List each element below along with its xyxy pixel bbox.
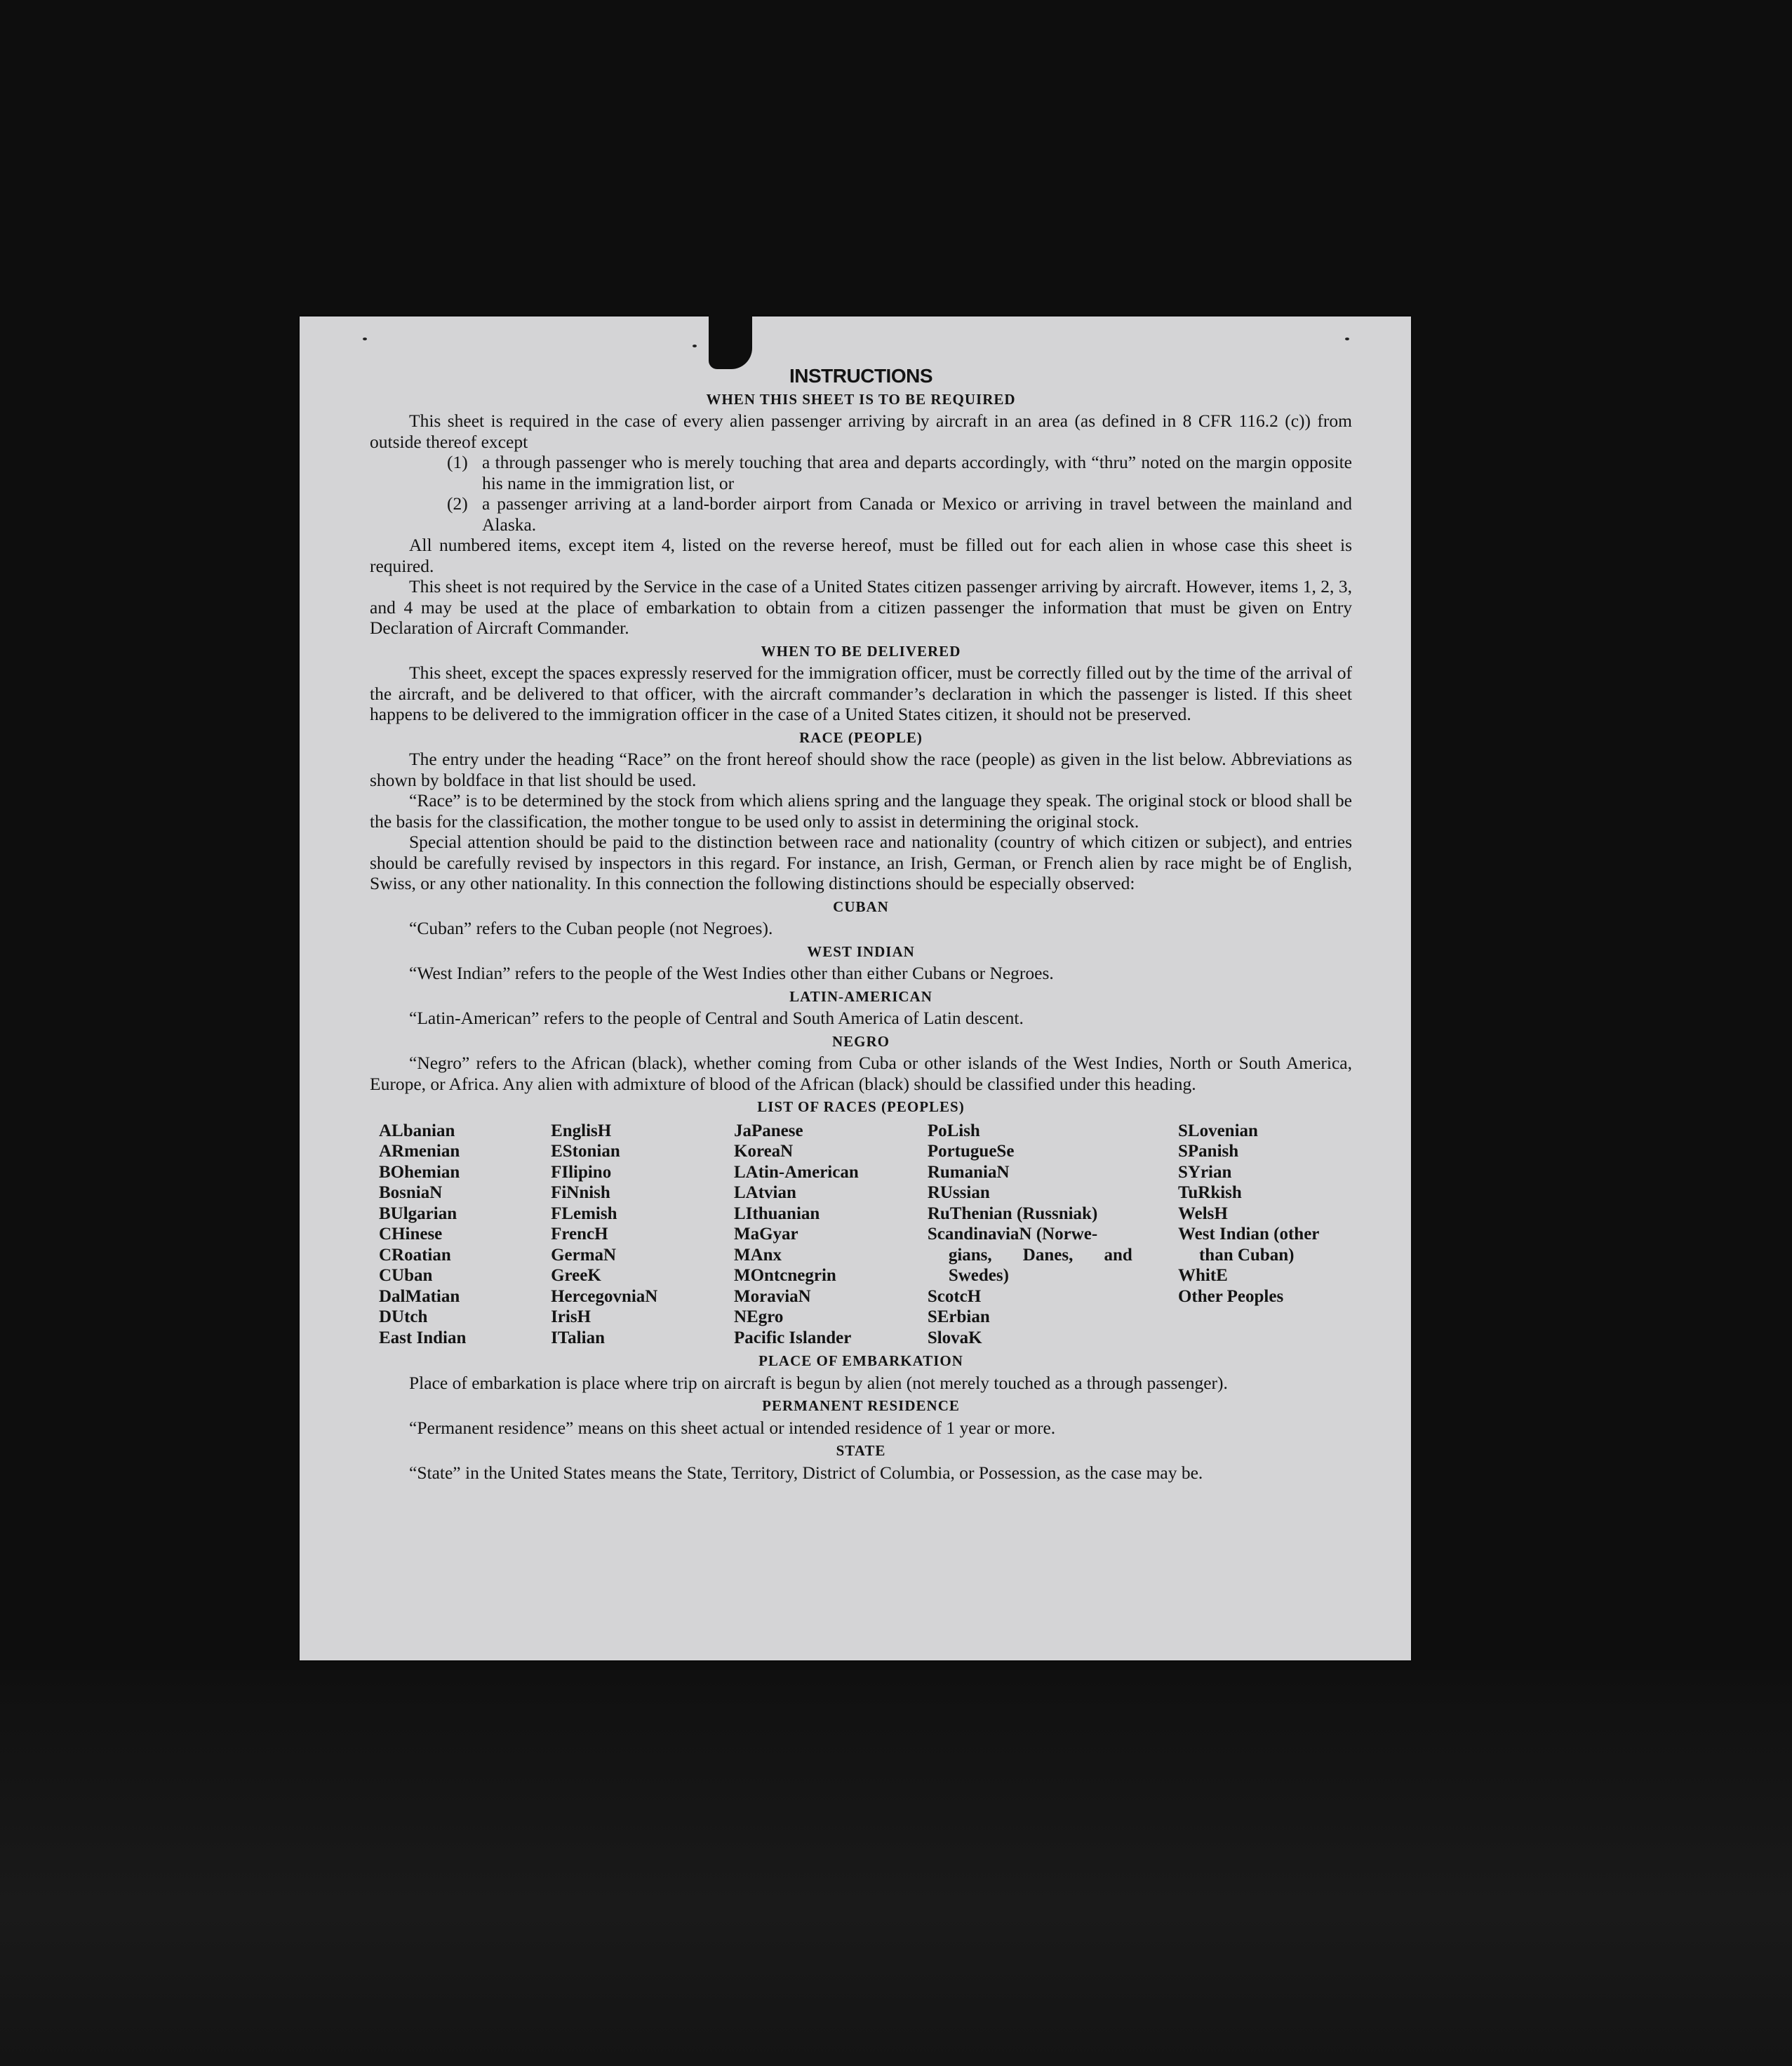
race-entry: SPanish	[1177, 1142, 1239, 1161]
race-paragraph-1: The entry under the heading “Race” on the front hereof should show the race (people) as given in the list below. Abbreviations as shown by boldface in that list should be used.	[370, 749, 1352, 790]
races-column-1	[370, 1121, 551, 1349]
race-entry: SYrian	[1177, 1162, 1232, 1182]
cuban-text: “Cuban” refers to the Cuban people (not Negroes).	[409, 918, 773, 938]
page-title: INSTRUCTIONS	[789, 365, 932, 387]
race-entry: CRoatian	[379, 1245, 451, 1265]
race-entry: ALbanian	[379, 1121, 455, 1140]
races-column-4	[928, 1121, 1178, 1349]
embarkation-heading: PLACE OF EMBARKATION	[758, 1352, 963, 1369]
race-entry: FLemish	[551, 1204, 617, 1223]
race-entry: BUlgarian	[379, 1204, 457, 1223]
race-entry: CHinese	[379, 1225, 443, 1244]
exception-item	[370, 452, 1352, 493]
race-entry: HercegovniaN	[551, 1286, 658, 1306]
state-text: “State” in the United States means the State, Territory, District of Columbia, or Possession, as the case may be.	[409, 1462, 1203, 1483]
race-entry: TuRkish	[1177, 1183, 1242, 1202]
races-column-5	[1178, 1121, 1352, 1349]
races-list-heading: LIST OF RACES (PEOPLES)	[757, 1098, 965, 1115]
instruction-sheet	[300, 316, 1411, 1660]
race-entry: RUssian	[927, 1183, 990, 1202]
race-entry: LAtin-American	[734, 1162, 859, 1182]
numbered-items-paragraph: All numbered items, except item 4, listed on the reverse hereof, must be filled out for each alien in whose case this sheet is required.	[370, 535, 1352, 576]
race-entry: MOntcnegrin	[734, 1266, 836, 1285]
race-entry: ScotcH	[927, 1286, 982, 1306]
cuban-heading: CUBAN	[833, 898, 889, 915]
race-entry: FiNnish	[551, 1183, 610, 1202]
race-entry: CUban	[379, 1266, 433, 1285]
race-entry: Other Peoples	[1177, 1286, 1284, 1306]
section-heading-race: RACE (PEOPLE)	[799, 728, 923, 746]
punch-hole	[709, 313, 752, 369]
race-entry: RuThenian (Russniak)	[927, 1204, 1098, 1223]
race-entry: MaGyar	[734, 1225, 798, 1244]
latin-american-heading: LATIN-AMERICAN	[789, 987, 932, 1005]
delivered-paragraph: This sheet, except the spaces expressly reserved for the immigration officer, must be correctly filled out by the time of the arrival of the aircraft, and be delivered to that officer, with the aircraft commander’s declaration in which the passenger is listed. If this sheet happens to be delivered to the immigration officer in the case of a United States citizen, it should not be preserved.	[370, 662, 1352, 724]
speck	[693, 345, 697, 347]
race-entry: ITalian	[551, 1328, 605, 1347]
embarkation-text: Place of embarkation is place where trip on aircraft is begun by alien (not merely touched as a through passenger).	[409, 1372, 1228, 1393]
latin-american-text: “Latin-American” refers to the people of Central and South America of Latin descent.	[409, 1008, 1024, 1028]
race-entry: RumaniaN	[927, 1162, 1010, 1182]
section-heading-required: WHEN THIS SHEET IS TO BE REQUIRED	[706, 390, 1016, 408]
background	[0, 1670, 1792, 2066]
race-entry: GermaN	[551, 1245, 617, 1265]
race-entry: West Indian (other	[1177, 1225, 1320, 1244]
race-entry: FrencH	[551, 1225, 608, 1244]
race-entry: DUtch	[379, 1307, 428, 1326]
race-entry: EnglisH	[551, 1121, 612, 1140]
races-column-2	[551, 1121, 734, 1349]
race-entry: DalMatian	[379, 1286, 460, 1306]
race-entry: PortugueSe	[927, 1142, 1015, 1161]
exception-item	[370, 493, 1352, 535]
speck	[1345, 338, 1349, 340]
race-entry: ScandinaviaN (Norwe-	[927, 1225, 1098, 1244]
citizen-paragraph: This sheet is not required by the Service in the case of a United States citizen passenger arriving by aircraft. However, items 1, 2, 3, and 4 may be used at the place of embarkation to obtain from a citizen passenger the information that must be given on Entry Declaration of Aircraft Commander.	[370, 576, 1352, 638]
race-paragraph-3: Special attention should be paid to the distinction between race and nationality (country of which citizen or subject), and entries should be carefully revised by inspectors in this regard. For instance, an Irish, German, or French alien by race might be of English, Swiss, or any other nationality. In this connection the following distinctions should be especially observed:	[370, 832, 1352, 893]
race-entry: WelsH	[1177, 1204, 1228, 1223]
race-entry: WhitE	[1177, 1266, 1228, 1285]
item-number: (2)	[447, 493, 468, 514]
required-paragraph: This sheet is required in the case of every alien passenger arriving by aircraft in an area (as defined in 8 CFR 116.2 (c)) from outside thereof except	[370, 411, 1352, 452]
speck	[363, 338, 367, 340]
races-list	[370, 1121, 1352, 1349]
race-entry: ARmenian	[379, 1142, 460, 1161]
race-entry: NEgro	[734, 1307, 784, 1326]
race-entry: SErbian	[927, 1307, 990, 1326]
residence-text: “Permanent residence” means on this sheet actual or intended residence of 1 year or more.	[409, 1417, 1056, 1438]
item-text: a through passenger who is merely touching that area and departs accordingly, with “thru” noted on the margin opposite his name in the immigration list, or	[482, 452, 1352, 493]
race-entry: IrisH	[551, 1307, 591, 1326]
race-entry: SLovenian	[1177, 1121, 1258, 1140]
race-entry: PoLish	[927, 1121, 980, 1140]
race-entry: BOhemian	[379, 1162, 460, 1182]
west-indian-heading: WEST INDIAN	[807, 942, 915, 960]
item-text: a passenger arriving at a land-border airport from Canada or Mexico or arriving in travel between the mainland and Alaska.	[482, 493, 1352, 535]
residence-heading: PERMANENT RESIDENCE	[762, 1397, 960, 1414]
race-entry: LAtvian	[734, 1183, 796, 1202]
race-entry: KoreaN	[734, 1142, 794, 1161]
race-entry: FIlipino	[551, 1162, 612, 1182]
race-entry: MAnx	[734, 1245, 782, 1265]
races-column-3	[734, 1121, 928, 1349]
race-entry-continued: than Cuban)	[1198, 1245, 1295, 1265]
race-entry-continued: gians, Danes, and	[948, 1245, 1132, 1265]
negro-heading: NEGRO	[831, 1032, 890, 1050]
state-heading: STATE	[836, 1442, 886, 1459]
section-heading-delivered: WHEN TO BE DELIVERED	[761, 642, 961, 660]
instructions-content	[370, 366, 1352, 1483]
race-entry: East Indian	[379, 1328, 467, 1347]
race-entry-continued: Swedes)	[948, 1266, 1009, 1285]
race-entry: EStonian	[551, 1142, 620, 1161]
race-entry: MoraviaN	[734, 1286, 811, 1306]
west-indian-text: “West Indian” refers to the people of the West Indies other than either Cubans or Negroes.	[409, 963, 1054, 983]
race-entry: JaPanese	[734, 1121, 803, 1140]
item-number: (1)	[447, 452, 468, 472]
negro-text: “Negro” refers to the African (black), whether coming from Cuba or other islands of the West Indies, North or South America, Europe, or Africa. Any alien with admixture of blood of the African (black) should be classified under this heading.	[370, 1053, 1352, 1094]
race-entry: BosniaN	[379, 1183, 443, 1202]
race-entry: GreeK	[551, 1266, 601, 1285]
race-entry: LIthuanian	[734, 1204, 820, 1223]
race-entry: SlovaK	[927, 1328, 982, 1347]
race-entry: Pacific Islander	[734, 1328, 852, 1347]
race-paragraph-2: “Race” is to be determined by the stock from which aliens spring and the language they speak. The original stock or blood shall be the basis for the classification, the mother tongue to be used only to assist in determining the original stock.	[370, 790, 1352, 832]
